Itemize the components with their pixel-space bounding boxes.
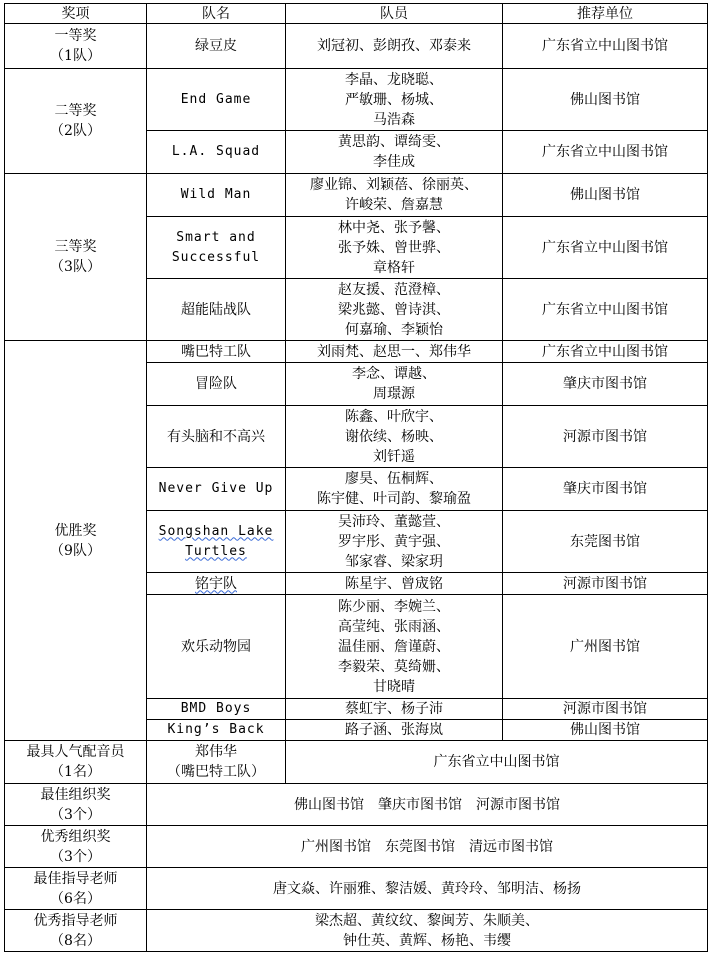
team-unit: 肇庆市图书馆: [503, 363, 708, 406]
team-members: 廖昊、伍桐辉、 陈宇健、叶司韵、黎瑜盈: [286, 468, 503, 511]
team-members: 李念、谭越、 周璟源: [286, 363, 503, 406]
team-unit: 东莞图书馆: [503, 511, 708, 573]
award-second: 二等奖 （2队）: [5, 69, 147, 174]
excellent-org-units: 广州图书馆 东莞图书馆 清远市图书馆: [147, 826, 708, 868]
team-name: L.A. Squad: [147, 131, 286, 174]
team-name: BMD Boys: [147, 699, 286, 720]
popular-voice-unit: 广东省立中山图书馆: [286, 741, 708, 784]
team-name: [147, 511, 286, 573]
team-name: [147, 573, 286, 595]
best-teachers: 唐文焱、许丽雅、黎洁媛、黄玲玲、邹明洁、杨扬: [147, 868, 708, 910]
team-members: 陈鑫、叶欣宇、 谢依续、杨映、 刘钎遥: [286, 406, 503, 468]
award-best-org: 最佳组织奖 （3个）: [5, 784, 147, 826]
table-row: [5, 341, 708, 363]
team-unit: 佛山图书馆: [503, 720, 708, 741]
team-members: 黄思韵、谭绮雯、 李佳成: [286, 131, 503, 174]
team-name: 绿豆皮: [147, 24, 286, 69]
popular-voice-winner: 郑伟华 （嘴巴特工队）: [147, 741, 286, 784]
team-members: 陈星宇、曾宬铭: [286, 573, 503, 595]
team-unit: 河源市图书馆: [503, 573, 708, 595]
award-best-teacher: 最佳指导老师 （6名）: [5, 868, 147, 910]
team-name: 超能陆战队: [147, 279, 286, 341]
team-members: 刘雨梵、赵思一、郑伟华: [286, 341, 503, 363]
team-unit: 河源市图书馆: [503, 699, 708, 720]
team-unit: 广东省立中山图书馆: [503, 279, 708, 341]
table-row: [5, 69, 708, 131]
table-row: [5, 826, 708, 868]
team-unit: 广东省立中山图书馆: [503, 131, 708, 174]
team-unit: 佛山图书馆: [503, 174, 708, 217]
table-row: [5, 868, 708, 910]
header-award: 奖项: [5, 4, 147, 24]
team-members: 林中尧、张予馨、 张予姝、曾世骅、 章格轩: [286, 217, 503, 279]
team-name: Wild Man: [147, 174, 286, 217]
best-org-units: 佛山图书馆 肇庆市图书馆 河源市图书馆: [147, 784, 708, 826]
team-name: 欢乐动物园: [147, 595, 286, 699]
table-row: [5, 784, 708, 826]
team-name: 冒险队: [147, 363, 286, 406]
table-row: [5, 741, 708, 784]
team-members: 赵友援、范澄樟、 梁兆懿、曾诗淇、 何嘉瑜、李颖怡: [286, 279, 503, 341]
award-third: 三等奖 （3队）: [5, 174, 147, 341]
award-table: [4, 3, 708, 952]
team-name-text: 铭宇队: [195, 575, 237, 592]
team-unit: 佛山图书馆: [503, 69, 708, 131]
header-team: 队名: [147, 4, 286, 24]
team-name: 嘴巴特工队: [147, 341, 286, 363]
team-name: Smart and Successful: [147, 217, 286, 279]
team-name: 有头脑和不高兴: [147, 406, 286, 468]
team-unit: 广东省立中山图书馆: [503, 341, 708, 363]
table-row: [5, 174, 708, 217]
team-name: End Game: [147, 69, 286, 131]
team-name: King’s Back: [147, 720, 286, 741]
team-members: 刘冠初、彭朗孜、邓泰来: [286, 24, 503, 69]
team-members: 路子涵、张海岚: [286, 720, 503, 741]
table-row: [5, 24, 708, 69]
team-unit: 河源市图书馆: [503, 406, 708, 468]
team-members: 陈少丽、李婉兰、 高莹纯、张雨涵、 温佳丽、詹谨蔚、 李毅荣、莫绮姗、 甘晓晴: [286, 595, 503, 699]
team-unit: 广州图书馆: [503, 595, 708, 699]
award-popular-voice: 最具人气配音员 （1名）: [5, 741, 147, 784]
header-unit: 推荐单位: [503, 4, 708, 24]
table-row: [5, 910, 708, 952]
award-excellent-teacher: 优秀指导老师 （8名）: [5, 910, 147, 952]
team-members: 廖业锦、刘颖蓓、徐丽英、 许峻荣、詹嘉慧: [286, 174, 503, 217]
excellent-teachers: 梁杰超、黄纹纹、黎闽芳、朱顺美、 钟仕英、黄辉、杨艳、韦缨: [147, 910, 708, 952]
team-unit: 肇庆市图书馆: [503, 468, 708, 511]
team-members: 吴沛玲、董懿萱、 罗宇彤、黄宇强、 邹家睿、梁家玥: [286, 511, 503, 573]
team-members: 蔡虹宇、杨子沛: [286, 699, 503, 720]
team-name-text: Songshan Lake Turtles: [158, 523, 274, 559]
team-unit: 广东省立中山图书馆: [503, 24, 708, 69]
award-first: 一等奖 （1队）: [5, 24, 147, 69]
team-members: 李晶、龙晓聪、 严敏珊、杨城、 马浩森: [286, 69, 503, 131]
team-unit: 广东省立中山图书馆: [503, 217, 708, 279]
award-merit: 优胜奖 （9队）: [5, 341, 147, 741]
award-excellent-org: 优秀组织奖 （3个）: [5, 826, 147, 868]
header-members: 队员: [286, 4, 503, 24]
header-row: [5, 4, 708, 24]
team-name: Never Give Up: [147, 468, 286, 511]
